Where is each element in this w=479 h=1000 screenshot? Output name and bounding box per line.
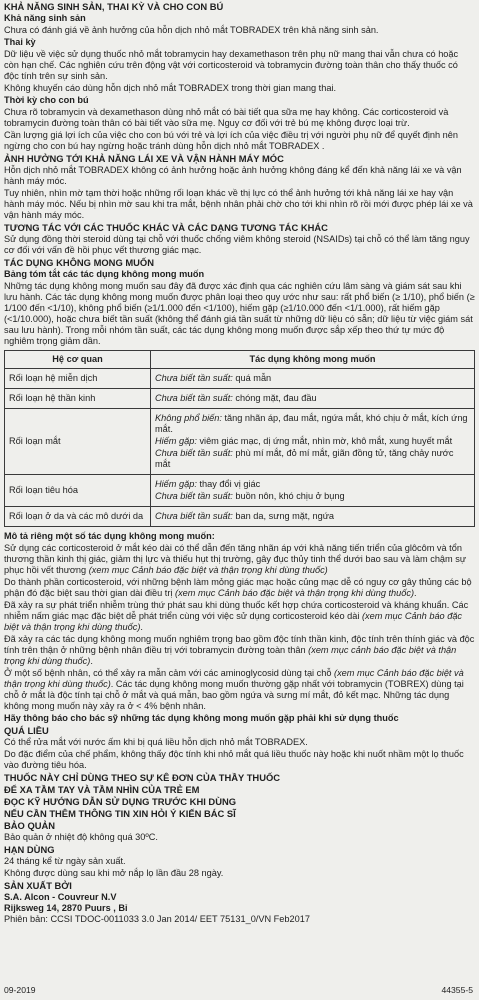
overdose-paragraph: Có thể rửa mắt với nước ấm khi bị quá liều hỗn dịch nhỏ mắt TOBRADEX. [4, 737, 308, 747]
table-row [5, 409, 475, 475]
adverse-description-paragraph [4, 634, 475, 667]
shelf-life-paragraph: Không được dùng sau khi mở nắp lọ lần đầu 28 ngày. [4, 868, 224, 878]
frequency-label: Chưa biết tần suất: [155, 448, 233, 458]
section-heading-interactions: TƯƠNG TÁC VỚI CÁC THUỐC KHÁC VÀ CÁC DẠNG TƯƠNG TÁC KHÁC [4, 222, 328, 233]
effect-text: quá mẫn [235, 373, 272, 383]
table-row [5, 475, 475, 507]
description-text: Sử dụng các corticosteroid ở mắt kéo dài có thể dẫn đến tăng nhãn áp với khả năng tiến triển của glôcôm và tổn thương thần kinh thị giác, giảm thị lực và thiếu hụt thị trường, gây đục thủy tinh thể dưới bao sau và làm chậm sự phục hồi vết thương [4, 543, 466, 575]
warning-line-read-instructions: ĐỌC KỸ HƯỚNG DẪN SỬ DỤNG TRƯỚC KHI DÙNG [4, 796, 237, 807]
frequency-label: Chưa biết tần suất: [155, 393, 233, 403]
warning-line-prescription: THUỐC NÀY CHỈ DÙNG THEO SỰ KÊ ĐƠN CỦA THẦY THUỐC [4, 772, 281, 783]
description-text: Ở một số bệnh nhân, có thể xảy ra mẫn cảm với các aminoglycosid dùng tại chỗ [4, 668, 332, 678]
section-heading-driving: ẢNH HƯỞNG TỚI KHẢ NĂNG LÁI XE VÀ VẬN HÀNH MÁY MÓC [4, 153, 284, 164]
description-text: . [414, 588, 417, 598]
section-heading-adverse-effects: TÁC DỤNG KHÔNG MONG MUỐN [4, 257, 154, 268]
cross-reference: (xem mục Cảnh báo đặc biệt và thận trọng khi dùng thuốc) [88, 565, 328, 575]
lactation-paragraph: Cần lượng giá lợi ích của việc cho con bú với trẻ và lợi ích của việc điều trị với người phụ nữ để quyết định nên ngừng cho con bú hay ngừng hoặc tránh dùng hỗn dịch nhỏ mắt TOBRADEX . [4, 130, 458, 151]
adverse-effects-table [4, 350, 475, 527]
frequency-group [155, 491, 470, 502]
organ-system-cell: Rối loạn mắt [5, 409, 151, 475]
table-row [5, 389, 475, 409]
footer-date: 09-2019 [4, 985, 36, 995]
cross-reference: (xem mục Cảnh báo đặc biệt và thận trọng khi dùng thuốc) [4, 611, 463, 632]
cross-reference: (xem mục cảnh báo đặc biệt và thận trọng khi dùng thuốc) [4, 645, 457, 666]
leaflet-content [4, 1, 475, 926]
description-text: . [90, 656, 93, 666]
frequency-group [155, 436, 470, 447]
adverse-description-paragraph [4, 577, 475, 599]
effect-text: ban da, sưng mặt, ngứa [235, 511, 335, 521]
subheading-adverse-description: Mô tả riêng một số tác dụng không mong muốn: [4, 531, 215, 541]
frequency-group [155, 511, 470, 522]
shelf-life-paragraph: 24 tháng kể từ ngày sản xuất. [4, 856, 126, 866]
effect-text: phù mí mắt, đỏ mí mắt, giãn đồng tử, tăng chảy nước mắt [155, 448, 454, 469]
table-row [5, 369, 475, 389]
subheading-lactation: Thời kỳ cho con bú [4, 95, 89, 105]
frequency-group [155, 413, 470, 435]
cross-reference: (xem mục Cảnh báo đặc biệt và thận trọng khi dùng thuốc) [4, 668, 464, 689]
organ-system-cell: Rối loạn hệ miễn dịch [5, 369, 151, 389]
subheading-pregnancy: Thai kỳ [4, 37, 36, 47]
frequency-label: Chưa biết tần suất: [155, 373, 233, 383]
effect-text: buồn nôn, khó chịu ở bụng [235, 491, 345, 501]
table-row [5, 507, 475, 527]
document-version: Phiên bản: CCSI TDOC-0011033 3.0 Jan 2014/ EET 75131_0/VN Feb2017 [4, 914, 310, 924]
adverse-intro-paragraph: Những tác dụng không mong muốn sau đây đã được xác định qua các nghiên cứu lâm sàng và giám sát sau khi lưu hành. Các tác dụng không mong muốn được phân loại theo quy ước như sau: rất phổ biến (≥ 1/10), phổ biến (≥ 1/100 đến <1/10), không phổ biến (≥1/1.000 đến <1/100), hiếm gặp (≥1/10.000 đến <1/1.000), rất hiếm gặp (<1/10.000), hoặc chưa biết tần suất (không thể đánh giá tần suất từ những dữ liệu có sẵn; dữ liệu từ việc giám sát sau lưu hành). Trong mỗi nhóm tần suất, các tác dụng không mong muốn được sắp xếp theo thứ tự mức độ nghiêm trọng giảm dần. [4, 281, 475, 346]
table-header-row [5, 351, 475, 369]
description-text: Đã xảy ra sự phát triển nhiễm trùng thứ phát sau khi dùng thuốc kết hợp chứa corticosteroid và kháng khuẩn. Các nhiễm nấm giác mạc đặc biệt dễ phát triển cùng với việc sử dụng corticosteroid kéo dài [4, 600, 469, 621]
organ-system-cell: Rối loạn tiêu hóa [5, 475, 151, 507]
warning-line-ask-doctor: NẾU CẦN THÊM THÔNG TIN XIN HỎI Ý KIẾN BÁC SĨ [4, 808, 236, 819]
adverse-effects-cell [151, 507, 475, 527]
frequency-label: Không phổ biến: [155, 413, 222, 423]
manufacturer-address: Rijksweg 14, 2870 Puurs , Bỉ [4, 903, 128, 913]
section-heading-fertility-pregnancy: KHẢ NĂNG SINH SẢN, THAI KỲ VÀ CHO CON BÚ [4, 1, 224, 12]
description-text: . [140, 622, 143, 632]
section-heading-overdose: QUÁ LIỀU [4, 725, 49, 736]
effect-text: chóng mặt, đau đầu [235, 393, 317, 403]
frequency-group [155, 479, 470, 490]
description-text: . Các tác dụng không mong muốn thường gặp nhất với tobramycin (TOBREX) dùng tại chỗ ở mắt là độc tính tại chỗ ở mắt và quá mẫn, bao gồm ngứa và sưng mí mắt, đỏ kết mạc. Những tác dụng không mong muốn này xảy ra ở < 4% bệnh nhân. [4, 679, 464, 711]
subheading-fertility: Khả năng sinh sản [4, 13, 86, 23]
adverse-effects-cell [151, 475, 475, 507]
pregnancy-paragraph: Không khuyến cáo dùng hỗn dịch nhỏ mắt TOBRADEX trong thời gian mang thai. [4, 83, 337, 93]
description-text: Đã xảy ra các tác dụng không mong muốn nghiêm trọng bao gồm độc tính thần kinh, độc tính trên thính giác và độc tính trên thận ở những bệnh nhân điều trị với tobramycin đường toàn thân [4, 634, 475, 655]
overdose-paragraph: Do đặc điểm của chế phẩm, không thấy độc tính khi nhỏ mắt quá liều thuốc này hoặc khi nuốt nhầm một lọ thuốc vào đường tiêu hóa. [4, 749, 464, 770]
frequency-group [155, 373, 470, 384]
section-heading-storage: BẢO QUẢN [4, 820, 56, 831]
organ-system-cell: Rối loạn ở da và các mô dưới da [5, 507, 151, 527]
frequency-label: Chưa biết tần suất: [155, 491, 233, 501]
warning-line-children: ĐỂ XA TẦM TAY VÀ TẦM NHÌN CỦA TRẺ EM [4, 784, 200, 795]
frequency-group [155, 393, 470, 404]
frequency-label: Hiếm gặp: [155, 436, 197, 446]
column-header-adverse-effects: Tác dụng không mong muốn [151, 351, 475, 369]
effect-text: tăng nhãn áp, đau mắt, ngứa mắt, khó chịu ở mắt, kích ứng mắt. [155, 413, 468, 434]
driving-paragraph: Hỗn dịch nhỏ mắt TOBRADEX không có ảnh hưởng hoặc ảnh hưởng không đáng kể đến khả năng lái xe và vận hành máy móc. [4, 165, 462, 186]
frequency-group [155, 448, 470, 470]
footer-code: 44355-5 [441, 985, 473, 995]
adverse-effects-cell [151, 409, 475, 475]
adverse-effects-cell [151, 369, 475, 389]
subheading-adverse-table: Bảng tóm tắt các tác dụng không mong muốn [4, 269, 205, 279]
adverse-effects-cell [151, 389, 475, 409]
manufacturer-name: S.A. Alcon - Couvreur N.V [4, 892, 117, 902]
description-text: Do thành phần corticosteroid, với những bệnh làm mỏng giác mạc hoặc củng mạc dễ có nguy cơ gây thủng các bộ phận đó đặc biệt sau thời gian dài điều trị [4, 577, 472, 598]
column-header-organ-system: Hệ cơ quan [5, 351, 151, 369]
interactions-paragraph: Sử dụng đồng thời steroid dùng tại chỗ với thuốc chống viêm không steroid (NSAIDs) tại chỗ có thể làm tăng nguy cơ đối với vấn đề hồi phục vết thương giác mạc. [4, 234, 470, 255]
fertility-paragraph: Chưa có đánh giá về ảnh hưởng của hỗn dịch nhỏ mắt TOBRADEX trên khả năng sinh sản. [4, 25, 379, 35]
effect-text: viêm giác mạc, dị ứng mắt, nhìn mờ, khô mắt, xung huyết mắt [199, 436, 453, 446]
frequency-label: Hiếm gặp: [155, 479, 197, 489]
report-adverse-note: Hãy thông báo cho bác sỹ những tác dụng không mong muốn gặp phải khi sử dụng thuốc [4, 713, 399, 723]
adverse-description-paragraph [4, 543, 475, 576]
storage-paragraph: Bảo quản ở nhiệt độ không quá 30ºC. [4, 832, 158, 842]
section-heading-shelf-life: HẠN DÙNG [4, 844, 55, 855]
lactation-paragraph: Chưa rõ tobramycin và dexamethason dùng nhỏ mắt có bài tiết qua sữa mẹ hay không. Các corticosteroid và tobramycin đường toàn thân có bài tiết vào sữa mẹ. Nguy cơ đối với trẻ bú mẹ không được loại trừ. [4, 107, 449, 128]
frequency-label: Chưa biết tần suất: [155, 511, 233, 521]
driving-paragraph: Tuy nhiên, nhìn mờ tạm thời hoặc những rối loạn khác về thị lực có thể ảnh hưởng tới khả năng lái xe hay vận hành máy móc. Nếu bị nhìn mờ sau khi tra mắt, bệnh nhân phải chờ cho tới khi nhìn rõ rồi mới được phép lái xe và vận hành máy móc. [4, 188, 473, 220]
cross-reference: (xem mục Cảnh báo đặc biệt và thận trọng khi dùng thuốc) [175, 588, 415, 598]
adverse-description-paragraph [4, 668, 475, 712]
adverse-description-paragraph [4, 600, 475, 633]
pregnancy-paragraph: Dữ liệu về việc sử dụng thuốc nhỏ mắt tobramycin hay dexamethason trên phụ nữ mang thai vẫn chưa có hoặc còn hạn chế. Các nghiên cứu trên động vật với corticosteroid và tobramycin đường toàn thân cho thấy thuốc có độc tính trên sự sinh sản. [4, 49, 459, 81]
section-heading-manufacturer: SẢN XUẤT BỞI [4, 880, 72, 891]
organ-system-cell: Rối loạn hệ thần kinh [5, 389, 151, 409]
effect-text: thay đổi vị giác [199, 479, 261, 489]
